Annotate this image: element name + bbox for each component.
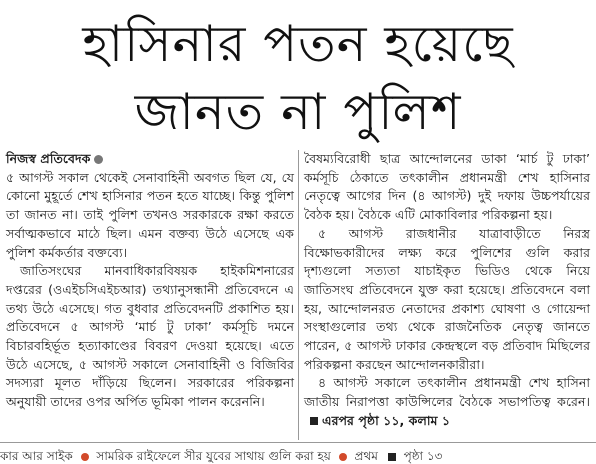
byline-row xyxy=(6,150,294,169)
continued-on-page: এরপর পৃষ্ঠা ১১, কলাম ১ xyxy=(322,412,451,428)
footer-fragment-left: কার আর সাইক xyxy=(0,449,73,463)
headline-line-1: হাসিনার পতন হয়েছে xyxy=(82,15,514,73)
bullet-dot-icon xyxy=(94,155,103,164)
paragraph: জাতিসংঘের মানবাধিকারবিষয়ক হাইকমিশনারের দপ্তরের (ওএইচসিএইচআর) তথ্যানুসন্ধানী প্রতিবেদনে এ তথ্য উঠে এসেছে। গত বুধবার প্রতিবেদনটি প্রকাশিত হয়। প্রতিবেদনে ৫ আগস্ট ‘মার্চ টু ঢাকা’ কর্মসূচি দমনে বিচারবহির্ভূত হত্যাকাণ্ডের বিবরণ দেওয়া হয়েছে। এতে উঠে এসেছে, ৫ আগস্ট সকালে সেনাবাহিনী ও বিজিবির সদস্যরা মূলত দাঁড়িয়ে ছিলেন। সরকারের পরিকল্পনা অনুযায়ী তাদের ওপর অর্পিত ভূমিকা পালন করেননি। xyxy=(6,263,294,410)
square-bullet-icon xyxy=(388,453,396,461)
headline-line-2: জানত না পুলিশ xyxy=(134,83,462,141)
column-divider xyxy=(298,150,299,440)
byline: নিজস্ব প্রতিবেদক xyxy=(6,151,91,166)
next-story-strip xyxy=(0,449,596,464)
footer-fragment-mid: সামরিক রাইফেলে সীর যুবের সাথায় গুলি করা হয় xyxy=(96,449,331,463)
paragraph: ৫ আগস্ট রাজধানীর যাত্রাবাড়ীতে নিরস্ত্র বিক্ষোভকারীদের লক্ষ্য করে পুলিশের গুলি করার দৃশ্যগুলো সত্যতা যাচাইকৃত ভিডিও থেকে নিয়ে জাতিসংঘ প্রতিবেদনে যুক্ত করা হয়েছে। প্রতিবেদনে বলা হয়, আন্দোলনরত নেতাদের প্রকাশ্য ঘোষণা ও গোয়েন্দা সংস্থাগুলোর তথ্য থেকে রাজনৈতিক নেতৃত্ব জানতে পারেন, ৫ আগস্ট ঢাকার কেন্দ্রস্থলে বড় প্রতিবাদ মিছিলের পরিকল্পনা করছেন আন্দোলনকারীরা। xyxy=(304,225,590,372)
footer-page: পৃষ্ঠা ১৩ xyxy=(403,449,443,463)
paragraph: ৫ আগস্ট সকাল থেকেই সেনাবাহিনী অবগত ছিল যে, যে কোনো মুহূর্তে শেখ হাসিনার পতন হতে যাচ্ছে। কিন্তু পুলিশ তা জানত না। তাই পুলিশ তখনও সরকারকে রক্ষা করতে সর্বাত্মকভাবে মাঠে ছিল। এমন বক্তব্য উঠে এসেছে এক পুলিশ কর্মকর্তার বক্তব্যে। xyxy=(6,169,294,260)
red-dot-icon xyxy=(81,453,89,461)
paragraph: বৈষম্যবিরোধী ছাত্র আন্দোলনের ডাকা ‘মার্চ টু ঢাকা’ কর্মসূচি ঠেকাতে তৎকালীন প্রধানমন্ত্রী শেখ হাসিনার নেতৃত্বে আগের দিন (৪ আগস্ট) দুই দফায় উচ্চপর্যায়ের বৈঠক হয়। বৈঠকে এটি মোকাবিলার পরিকল্পনা হয়। xyxy=(304,151,590,223)
red-dot-icon xyxy=(339,453,347,461)
footer-fragment-right: প্রথম xyxy=(354,449,378,463)
paragraph-last xyxy=(304,374,590,430)
square-bullet-icon xyxy=(310,417,318,425)
article-column-right xyxy=(304,150,590,431)
bottom-rule xyxy=(0,442,596,443)
article-column-left xyxy=(6,150,294,412)
paragraph-text: ৪ আগস্ট সকালে তৎকালীন প্রধানমন্ত্রী শেখ হাসিনা জাতীয় নিরাপত্তা কাউন্সিলের বৈঠকে সভাপতিত্ব করেন। xyxy=(304,375,590,410)
